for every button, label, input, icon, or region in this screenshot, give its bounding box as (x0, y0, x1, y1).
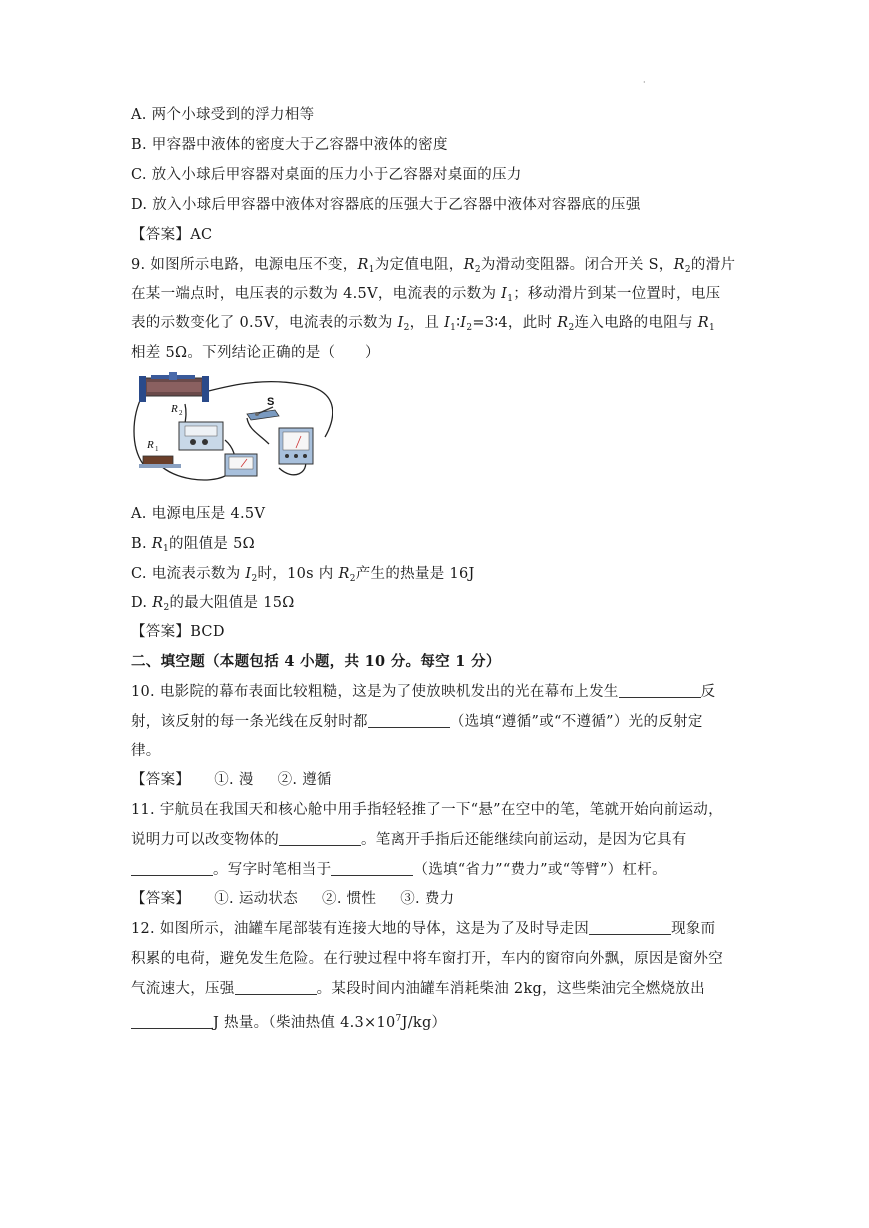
answer-label: 【答案】 (131, 227, 191, 243)
figure-label-s: S (267, 396, 275, 408)
q9-line-2: 在某一端点时，电压表的示数为 4.5V，电流表的示数为 $I_1$；移动滑片到某一位置时，电压 (131, 286, 721, 304)
q8-option-d: D. 放入小球后甲容器中液体对容器底的压强大于乙容器中液体对容器底的压强 (131, 197, 641, 213)
q10-line-1: 10. 电影院的幕布表面比较粗糙，这是为了使放映机发出的光在幕布上发生 反 (131, 684, 716, 700)
blank[interactable] (131, 1014, 213, 1029)
q11-line-2: 说明力可以改变物体的 。笔离开手指后还能继续向前运动，是因为它具有 (131, 832, 687, 848)
q12-line-1: 12. 如图所示，油罐车尾部装有连接大地的导体，这是为了及时导走因 现象而 (131, 921, 716, 937)
answer-value: AC (190, 227, 213, 243)
q8-answer (131, 225, 212, 245)
answer-value: BCD (190, 624, 225, 640)
q9-option-a: A. 电源电压是 4.5V (131, 506, 266, 522)
q12-line-3: 气流速大，压强 。某段时间内油罐车消耗柴油 2kg，这些柴油完全燃烧放出 (131, 981, 705, 997)
q11-answer: 【答案】 ①. 运动状态 ②. 惯性 ③. 费力 (131, 891, 455, 907)
q9-line-3: 表的示数变化了 0.5V，电流表的示数为 $I_2$，且 $I_1∶I_2=3∶4$，此时 $R_2$连入电路的电阻与 $R_1$ (131, 315, 716, 333)
q9-answer (131, 622, 225, 642)
blank[interactable] (368, 713, 450, 728)
q10-line-3: 律。 (131, 743, 161, 759)
section-heading: 二、填空题（本题包括 4 小题，共 10 分。每空 1 分） (131, 653, 501, 670)
power-supply (179, 422, 223, 450)
q9-line-4: 相差 5Ω。下列结论正确的是（ ） (131, 345, 380, 361)
header-mark: · (643, 78, 646, 87)
answer-label: 【答案】 (131, 624, 191, 640)
blank[interactable] (235, 980, 317, 995)
svg-text:2: 2 (179, 409, 183, 417)
blank[interactable] (131, 861, 213, 876)
blank[interactable] (279, 831, 361, 846)
q8-option-c: C. 放入小球后甲容器对桌面的压力小于乙容器对桌面的压力 (131, 167, 522, 183)
q8-option-a: A. 两个小球受到的浮力相等 (131, 107, 315, 123)
q9-option-b: B. $R_1$的阻值是 5Ω (131, 536, 255, 554)
blank[interactable] (589, 920, 671, 935)
q8-option-b: B. 甲容器中液体的密度大于乙容器中液体的密度 (131, 137, 448, 153)
figure-label-r2: R (171, 403, 178, 415)
q10-line-2: 射，该反射的每一条光线在反射时都 （选填“遵循”或“不遵循”）光的反射定 (131, 714, 703, 730)
svg-text:1: 1 (155, 445, 159, 453)
circuit-figure (129, 372, 333, 494)
figure-label-r1: R (147, 439, 154, 451)
blank[interactable] (619, 683, 701, 698)
q9-option-c: C. 电流表示数为 $I_2$时，10s 内 $R_2$产生的热量是 16J (131, 566, 475, 584)
q9-line-1: 9. 如图所示电路，电源电压不变，$R_1$为定值电阻，$R_2$为滑动变阻器。闭合开关 S，$R_2$的滑片 (131, 257, 736, 275)
q12-line-2: 积累的电荷，避免发生危险。在行驶过程中将车窗打开，车内的窗帘向外飘，原因是窗外空 (131, 951, 723, 967)
voltmeter (225, 454, 257, 476)
q11-line-3: 。写字时笔相当于 （选填“省力”“费力”或“等臂”）杠杆。 (131, 860, 667, 880)
ammeter (279, 428, 313, 464)
q10-answer: 【答案】 ①. 漫 ②. 遵循 (131, 772, 332, 788)
q11-line-1: 11. 宇航员在我国天和核心舱中用手指轻轻推了一下“悬”在空中的笔，笔就开始向前运动， (131, 802, 723, 818)
q12-line-4: J 热量。（柴油热值 $4.3\times 10^7J/kg$） (131, 1009, 446, 1033)
q9-option-d: D. $R_2$的最大阻值是 15Ω (131, 595, 295, 613)
blank[interactable] (331, 861, 413, 876)
